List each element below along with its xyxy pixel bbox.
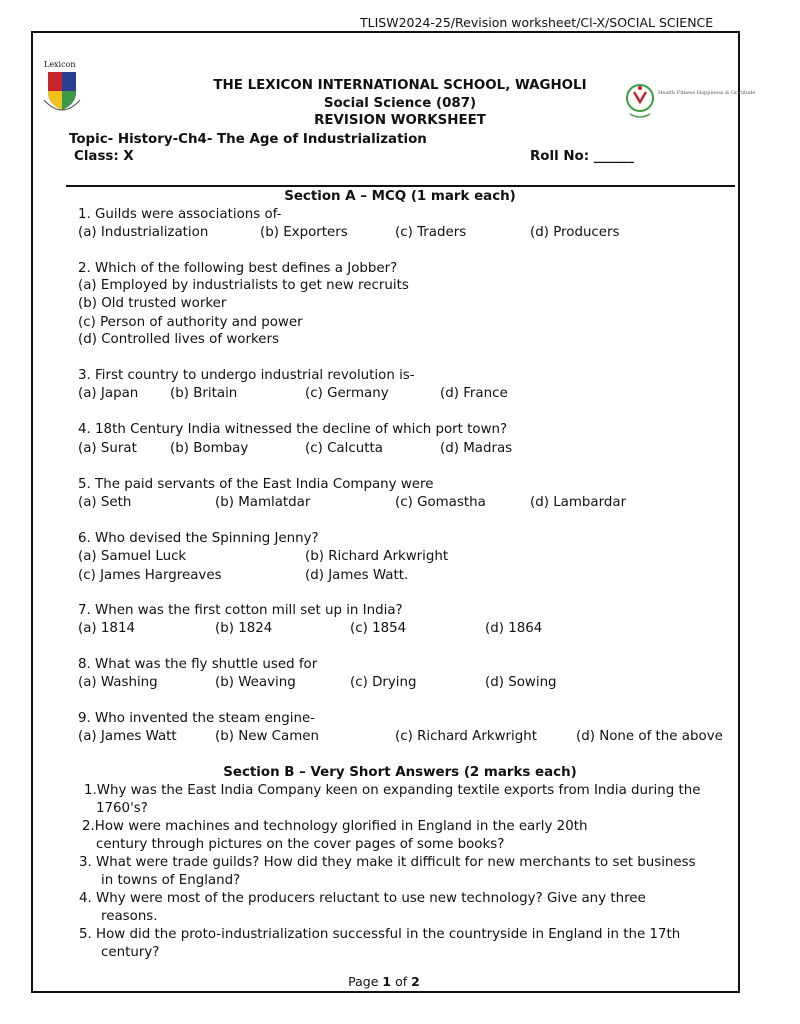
page-number	[0, 974, 768, 990]
document-reference: TLISW2024-25/Revision worksheet/Cl-X/SOCIAL SCIENCE	[360, 15, 714, 30]
page-word: Page	[348, 974, 379, 989]
option-d: (d) France	[440, 386, 508, 401]
option-a: (a) Surat	[78, 441, 137, 456]
roll-number-field: Roll No: ______	[530, 149, 634, 164]
question-text: 3. First country to undergo industrial revolution is-	[78, 368, 415, 383]
question-text: 9. Who invented the steam engine-	[78, 711, 316, 726]
option-a: (a) James Watt	[78, 729, 177, 744]
option-d: (d) Lambardar	[530, 495, 627, 510]
option-d: (d) James Watt.	[305, 568, 409, 583]
of-word: of	[395, 974, 408, 989]
question-text-continued: reasons.	[101, 909, 158, 924]
question-text-continued: century through pictures on the cover pages of some books?	[96, 837, 505, 852]
option-a: (a) Washing	[78, 675, 158, 690]
option-b: (b) Mamlatdar	[215, 495, 311, 510]
question-text: 1. Guilds were associations of-	[78, 207, 282, 222]
option-c: (c) Richard Arkwright	[395, 729, 538, 744]
option-c: (c) 1854	[350, 621, 407, 636]
option-c: (c) Calcutta	[305, 441, 383, 456]
question-text: 2.How were machines and technology glorified in England in the early 20th	[82, 819, 588, 834]
question-text-continued: in towns of England?	[101, 873, 241, 888]
question-text: 4. Why were most of the producers reluctant to use new technology? Give any three	[79, 891, 646, 906]
question-text: 3. What were trade guilds? How did they make it difficult for new merchants to set business	[79, 855, 696, 870]
question-text: 6. Who devised the Spinning Jenny?	[78, 531, 319, 546]
option-b: (b) Richard Arkwright	[305, 549, 449, 564]
section-a-title: Section A – MCQ (1 mark each)	[284, 189, 516, 204]
option-d: (d) Producers	[530, 225, 620, 240]
class-label: Class: X	[74, 149, 134, 164]
total-pages: 2	[411, 974, 420, 989]
school-name: THE LEXICON INTERNATIONAL SCHOOL, WAGHOLI	[213, 78, 587, 93]
option-d: (d) None of the above	[576, 729, 723, 744]
option-c: (c) Person of authority and power	[78, 315, 303, 330]
option-c: (c) James Hargreaves	[78, 568, 222, 583]
option-d: (d) 1864	[485, 621, 543, 636]
option-a: (a) Samuel Luck	[78, 549, 187, 564]
option-d: (d) Sowing	[485, 675, 557, 690]
worksheet-title: REVISION WORKSHEET	[314, 113, 486, 128]
topic-line: Topic- History-Ch4- The Age of Industrialization	[69, 132, 427, 147]
option-a: (a) 1814	[78, 621, 135, 636]
question-text: 5. The paid servants of the East India Company were	[78, 477, 434, 492]
option-a: (a) Japan	[78, 386, 139, 401]
option-a: (a) Employed by industrialists to get new recruits	[78, 278, 409, 293]
subject-title: Social Science (087)	[323, 96, 477, 111]
question-text: 8. What was the fly shuttle used for	[78, 657, 318, 672]
option-b: (b) Exporters	[260, 225, 348, 240]
option-b: (b) New Camen	[215, 729, 319, 744]
option-c: (c) Traders	[395, 225, 467, 240]
option-b: (b) Weaving	[215, 675, 296, 690]
question-text-continued: century?	[101, 945, 160, 960]
logo-tagline: Health Fitness Happiness & Gratitude	[658, 90, 756, 96]
question-text: 2. Which of the following best defines a Jobber?	[78, 261, 398, 276]
logo-caption: Lexicon	[44, 60, 76, 69]
section-b-title: Section B – Very Short Answers (2 marks each)	[223, 765, 577, 780]
question-text-continued: 1760's?	[96, 801, 148, 816]
option-a: (a) Seth	[78, 495, 132, 510]
option-a: (a) Industrialization	[78, 225, 209, 240]
option-d: (d) Controlled lives of workers	[78, 332, 279, 347]
question-text: 4. 18th Century India witnessed the decline of which port town?	[78, 422, 508, 437]
option-c: (c) Germany	[305, 386, 389, 401]
question-text: 7. When was the first cotton mill set up in India?	[78, 603, 403, 618]
option-d: (d) Madras	[440, 441, 513, 456]
option-c: (c) Drying	[350, 675, 417, 690]
option-b: (b) 1824	[215, 621, 273, 636]
option-b: (b) Old trusted worker	[78, 296, 227, 311]
header-divider	[66, 185, 735, 187]
question-text: 1.Why was the East India Company keen on expanding textile exports from India during the	[84, 783, 701, 798]
option-b: (b) Bombay	[170, 441, 249, 456]
option-c: (c) Gomastha	[395, 495, 486, 510]
current-page: 1	[382, 974, 392, 989]
question-text: 5. How did the proto-industrialization successful in the countryside in England in the 17th	[79, 927, 681, 942]
option-b: (b) Britain	[170, 386, 238, 401]
